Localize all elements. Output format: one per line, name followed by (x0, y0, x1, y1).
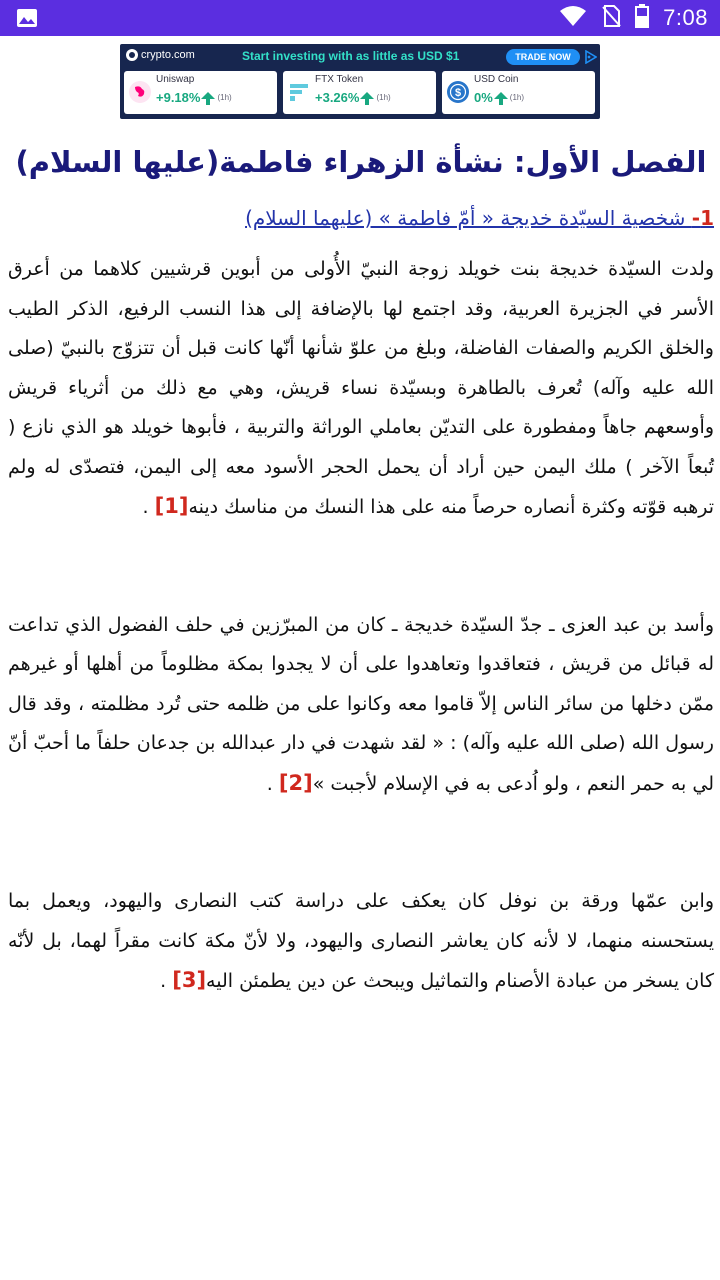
ad-brand-logo (126, 49, 195, 61)
ad-banner[interactable] (120, 44, 600, 119)
ad-card-uniswap[interactable] (124, 71, 277, 114)
paragraph-3 (8, 882, 714, 1002)
paragraph-text: وابن عمّها ورقة بن نوفل كان يعكف على دراسة كتب النصارى واليهود، ويعمل بما يستحسنه منهما، لا لأنه كان يعاشر النصارى واليهود، ولا لأنّ مكة كانت مقراً لهما، بل لأنّه كان يسخر من عبادة الأصنام والتماثيل ويبحث عن دين يطمئن اليه (8, 890, 714, 992)
usd-coin-icon (446, 80, 470, 104)
paragraph-text: وأسد بن عبد العزى ـ جدّ السيّدة خديجة ـ كان من المبرّزين في حلف الفضول الذي تداعت له قبائل من قريش ، فتعاقدوا وتعاهدوا على أن لا يجدوا بمكة مظلوماً من أهلها أو غيرهم ممّن دخلها من سائر الناس إلاّ قاموا معه وكانوا على من ظلمه حتى تُرد مظلمته ، وقد قال رسول الله (صلى الله عليه وآله) : « لقد شهدت في دار عبدالله بن جدعان حلفاً ما أحبّ أنّ لي به حمر النعم ، ولو اُدعى به في الإسلام لأجبت » (8, 613, 714, 795)
image-icon (16, 8, 38, 28)
ad-tagline: Start investing with as little as USD $1 (242, 49, 460, 63)
paragraph-text: ولدت السيّدة خديجة بنت خويلد زوجة النبيّ الأُولى من أبوين قرشيين كلاهما من أعرق الأسر في الجزيرة العربية، وقد اجتمع لها بالإضافة إلى هذا النسب الرفيع، الذكر الطيب والخلق الكريم والصفات الفاضلة، وبلغ من علوّ شأنها أنّها كانت قبل أن تتزوّج بالنبيّ (صلى الله عليه وآله) تُعرف بالطاهرة وبسيّدة نساء قريش، وهي مع ذلك من أثرياء قريش وأوسعهم جاهاً ومفطورة على التديّن بعاملي الوراثة والتربية ، فأبوها خويلد هو الذي نازع ( تُبعاً الآخر ) ملك اليمن حين أراد أن يحمل الحجر الأسود معه إلى اليمن، فتصدّى له ولم ترهبه قوّته وكثرة أنصاره حرصاً منه على هذا النسك من مناسك دينه (8, 258, 714, 518)
ad-card-ftx-token[interactable] (283, 71, 436, 114)
card-change-row (315, 90, 391, 105)
svg-text:$: $ (454, 87, 462, 99)
card-change-row (156, 90, 232, 105)
card-change: +3.26% (315, 90, 360, 105)
footnote-ref-1[interactable]: [1] (154, 494, 189, 518)
ad-card-usd-coin[interactable] (442, 71, 595, 114)
adchoices-icon[interactable] (584, 49, 597, 63)
trade-now-button[interactable]: TRADE NOW (506, 49, 580, 65)
paragraph-end: . (142, 496, 155, 518)
section-title: شخصية السيّدة خديجة « أمّ فاطمة » (عليهما السلام) (245, 206, 692, 230)
card-name: FTX Token (315, 74, 364, 85)
no-sim-icon (601, 4, 621, 32)
uniswap-icon (128, 80, 152, 104)
footnote-ref-2[interactable]: [2] (278, 770, 313, 795)
crypto-com-logo-icon (126, 49, 138, 61)
paragraph-end: . (160, 970, 173, 992)
card-period: (1h) (217, 93, 232, 102)
footnote-ref-3[interactable]: [3] (172, 968, 207, 992)
wifi-icon (559, 5, 587, 31)
paragraph-end: . (266, 772, 279, 795)
card-name: USD Coin (474, 74, 519, 85)
paragraph-2 (8, 606, 714, 805)
chapter-title: الفصل الأول: نشأة الزهراء فاطمة(عليها السلام) (15, 145, 707, 179)
card-change: 0% (474, 90, 493, 105)
up-arrow-icon (360, 92, 374, 99)
status-time: 7:08 (663, 5, 708, 30)
card-change-row (474, 90, 524, 105)
paragraph-1 (8, 250, 714, 528)
section-link[interactable] (8, 200, 714, 236)
ad-brand: crypto.com (141, 49, 195, 61)
card-name: Uniswap (156, 74, 195, 85)
article-content (8, 130, 714, 1002)
ftx-icon (287, 80, 311, 104)
status-bar (0, 0, 720, 36)
card-period: (1h) (376, 93, 391, 102)
up-arrow-icon (494, 92, 508, 99)
section-number: 1- (691, 206, 714, 230)
battery-icon (635, 4, 649, 32)
up-arrow-icon (201, 92, 215, 99)
card-period: (1h) (509, 93, 525, 102)
card-change: +9.18% (156, 90, 201, 105)
